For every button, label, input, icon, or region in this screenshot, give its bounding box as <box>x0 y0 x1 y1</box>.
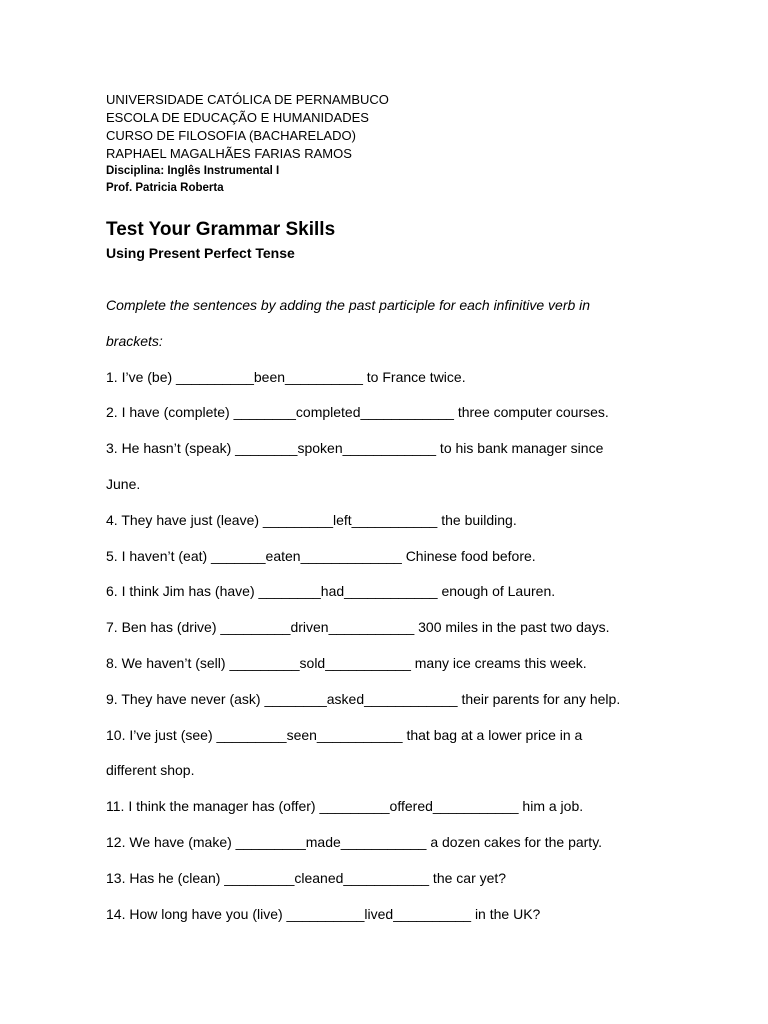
instruction-line-1: Complete the sentences by adding the past participle for each infinitive verb in <box>106 297 591 313</box>
sentence-line: 10. I’ve just (see) _________seen___________ that bag at a lower price in a <box>106 726 583 743</box>
sentence-line: 6. I think Jim has (have) ________had____________ enough of Lauren. <box>106 583 556 600</box>
sentence-line: 11. I think the manager has (offer) _________offered___________ him a job. <box>106 798 584 815</box>
course-name: CURSO DE FILOSOFIA (BACHARELADO) <box>106 128 356 143</box>
sentence-line: 9. They have never (ask) ________asked____________ their parents for any help. <box>106 690 621 707</box>
sentence-line: 7. Ben has (drive) _________driven___________ 300 miles in the past two days. <box>106 619 610 636</box>
sentence-line: 13. Has he (clean) _________cleaned___________ the car yet? <box>106 869 507 886</box>
sentence-line: 4. They have just (leave) _________left___________ the building. <box>106 511 517 528</box>
sentence-line: 8. We haven’t (sell) _________sold___________ many ice creams this week. <box>106 654 587 671</box>
student-name: RAPHAEL MAGALHÃES FARIAS RAMOS <box>106 146 352 161</box>
discipline-name: Disciplina: Inglês Instrumental I <box>106 165 280 177</box>
instruction-line-2: brackets: <box>106 332 163 349</box>
sentence-line: 12. We have (make) _________made___________ a dozen cakes for the party. <box>106 833 603 850</box>
sentence-line: June. <box>106 475 141 492</box>
sentence-line: 1. I’ve (be) __________been__________ to France twice. <box>106 368 466 385</box>
sentence-line: 14. How long have you (live) __________lived__________ in the UK? <box>106 905 541 922</box>
sentence-line: different shop. <box>106 762 195 779</box>
sentence-line: 5. I haven’t (eat) _______eaten_____________ Chinese food before. <box>106 547 536 564</box>
professor-name: Prof. Patricia Roberta <box>106 182 224 194</box>
document-title: Test Your Grammar Skills <box>106 219 336 240</box>
school-name: ESCOLA DE EDUCAÇÃO E HUMANIDADES <box>106 110 369 125</box>
exercise-body <box>106 288 706 932</box>
sentence-line: 2. I have (complete) ________completed____________ three computer courses. <box>106 404 609 421</box>
university-name: UNIVERSIDADE CATÓLICA DE PERNAMBUCO <box>106 92 389 107</box>
document-subtitle: Using Present Perfect Tense <box>106 245 295 261</box>
sentence-line: 3. He hasn’t (speak) ________spoken____________ to his bank manager since <box>106 440 604 457</box>
document-header <box>106 91 706 197</box>
